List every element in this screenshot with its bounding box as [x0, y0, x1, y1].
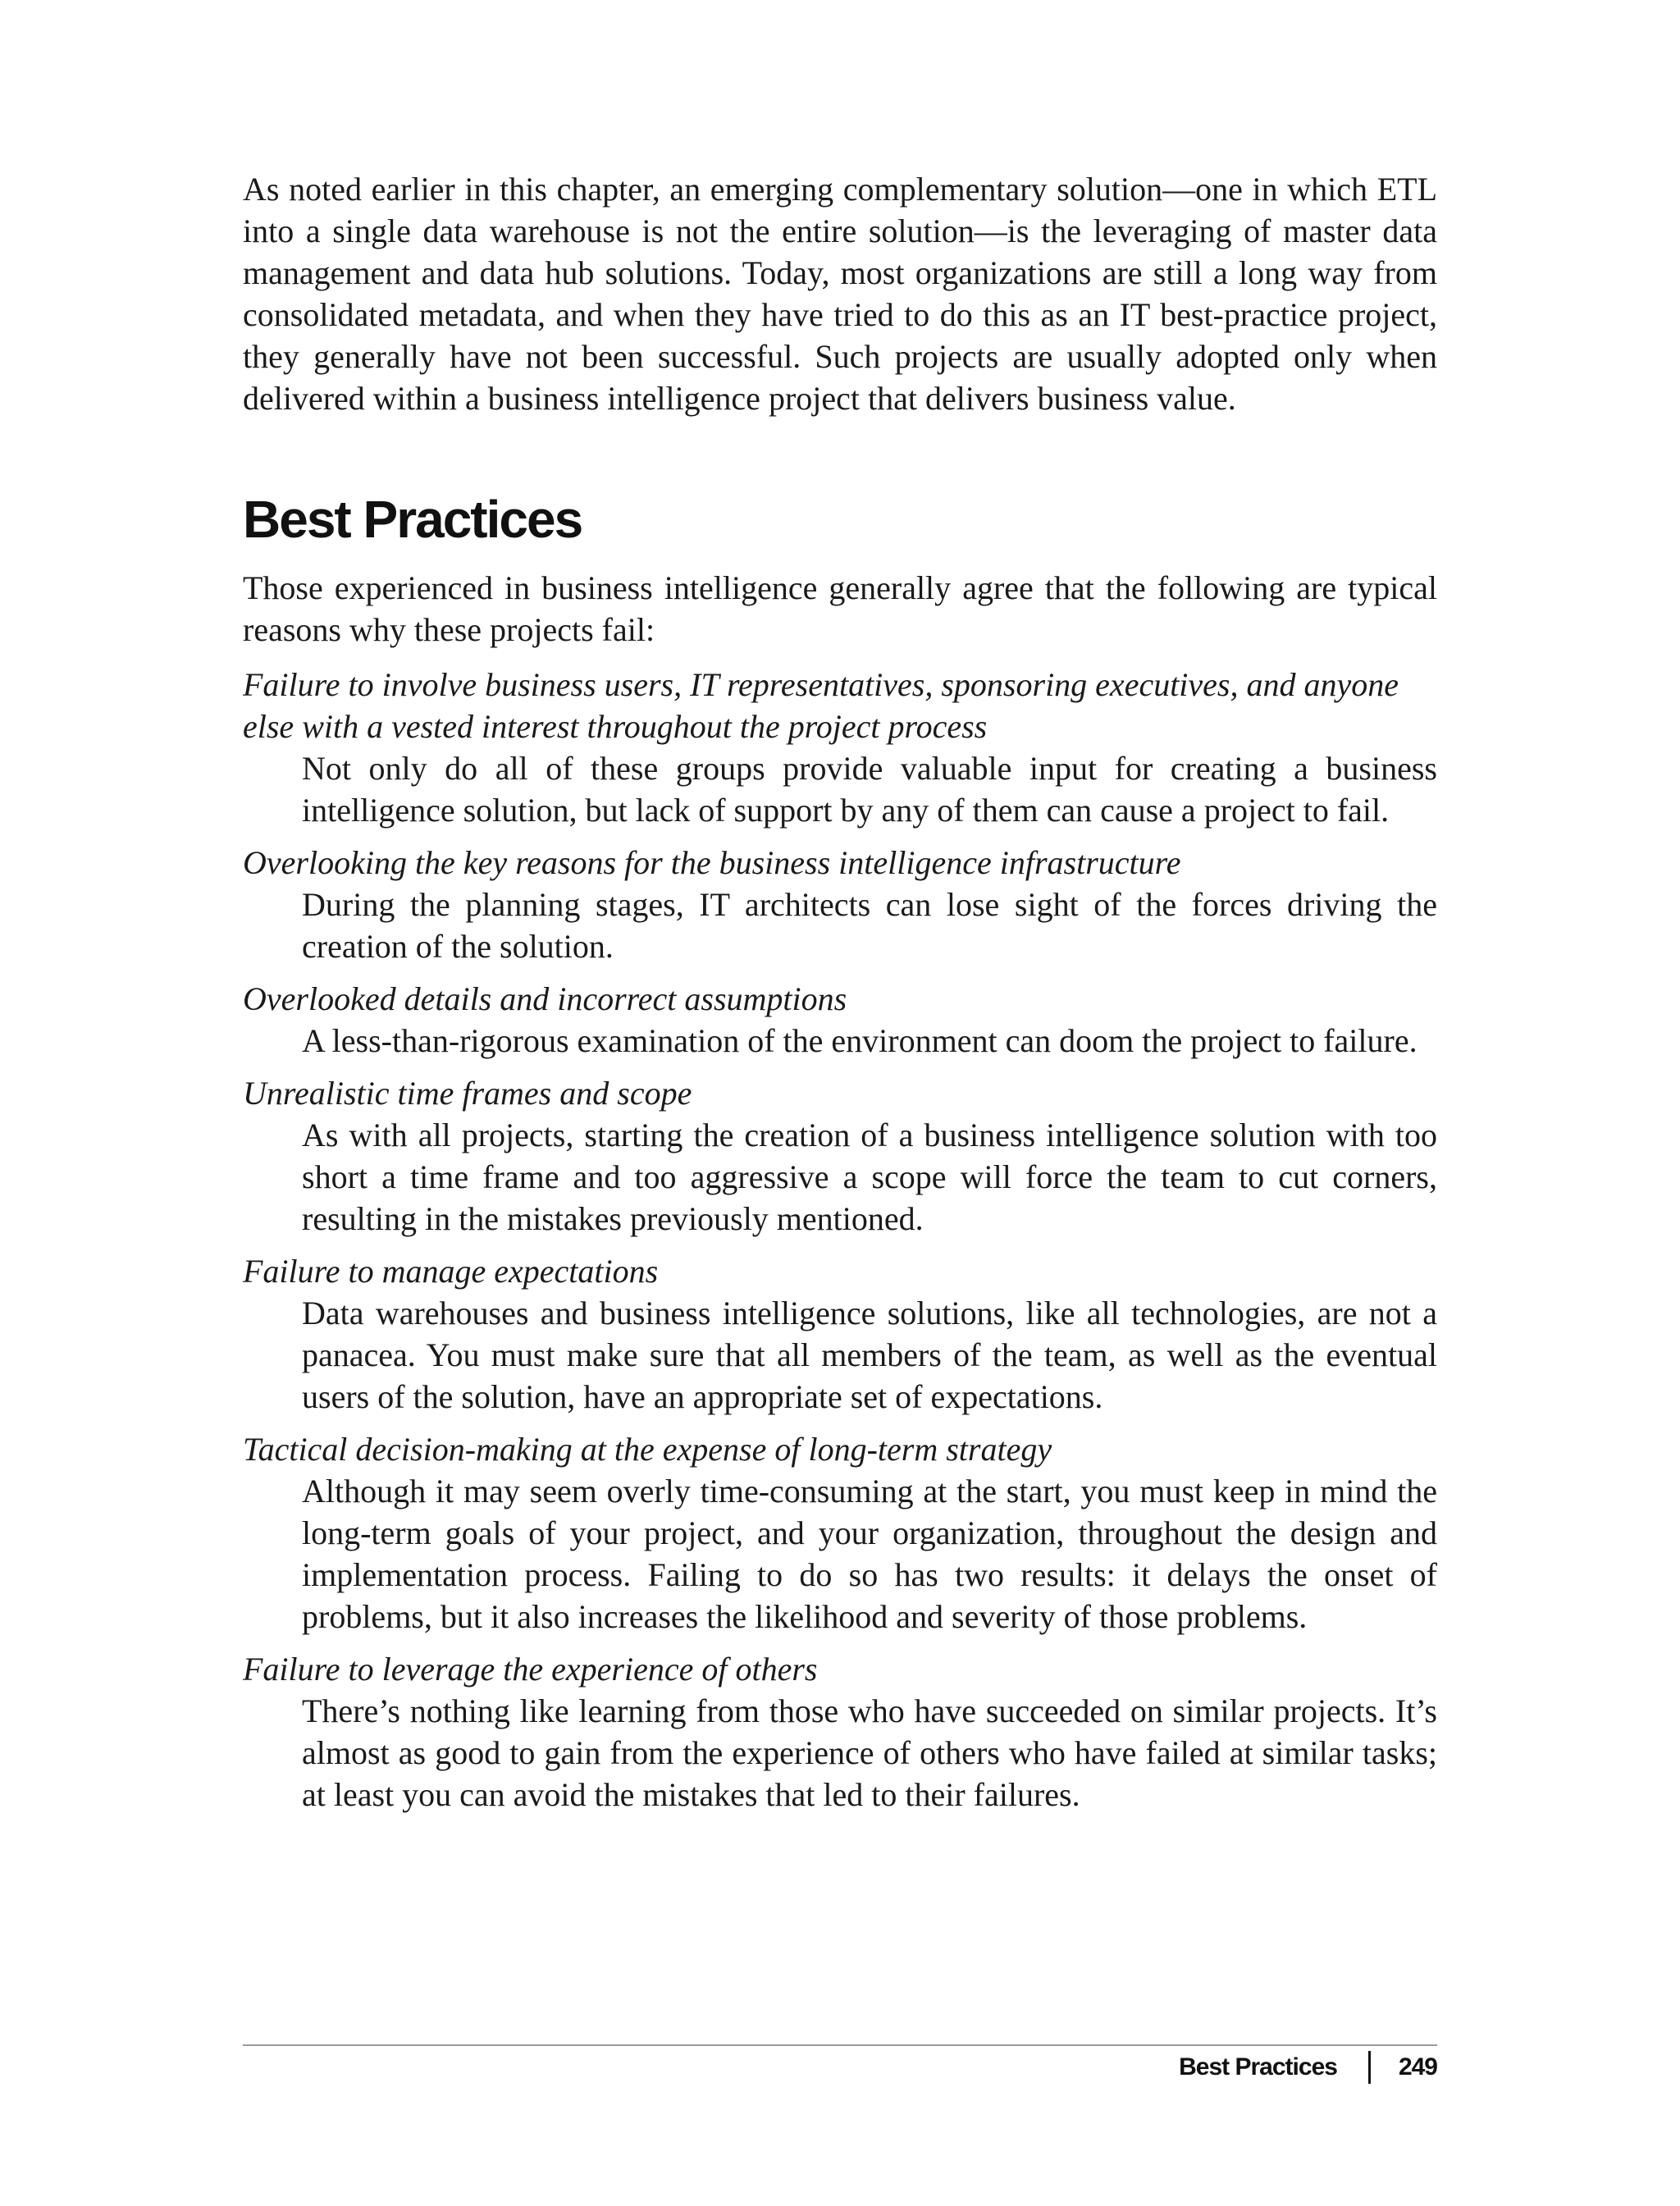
section-lead-paragraph: Those experienced in business intelligence generally agree that the following are typical reasons why these projects fail: — [243, 569, 1437, 648]
list-item — [243, 1648, 1437, 1815]
list-item-description: Data warehouses and business intelligence solutions, like all technologies, are not a panacea. You must make sure that all members of the team, as well as the eventual users of the solution, have an appropriate set of expectations. — [302, 1295, 1437, 1415]
page-content — [243, 168, 1437, 1826]
list-item — [243, 1250, 1437, 1418]
list-item — [243, 842, 1437, 967]
list-item-term: Unrealistic time frames and scope — [243, 1075, 692, 1112]
list-item-description: As with all projects, starting the creation of a business intelligence solution with too short a time frame and too aggressive a scope will force the team to cut corners, resulting in the mistakes previously mentioned. — [302, 1117, 1437, 1237]
footer-section-title: Best Practices — [1179, 2053, 1337, 2080]
failure-reasons-list — [243, 664, 1437, 1815]
list-item-description: A less-than-rigorous examination of the environment can doom the project to failure. — [302, 1022, 1418, 1059]
list-item-term: Overlooked details and incorrect assumptions — [243, 980, 847, 1017]
list-item-description: Not only do all of these groups provide valuable input for creating a business intelligence solution, but lack of support by any of them can cause a project to fail. — [302, 750, 1437, 829]
list-item-description: Although it may seem overly time-consuming at the start, you must keep in mind the long-term goals of your project, and your organization, throughout the design and implementation process. Failing to do so has two results: it delays the onset of problems, but it also increases the likelihood and severity of those problems. — [302, 1473, 1437, 1635]
list-item — [243, 978, 1437, 1062]
list-item-term: Failure to involve business users, IT representatives, sponsoring executives, and anyone else with a vested interest throughout the project process — [243, 666, 1399, 745]
intro-paragraph: As noted earlier in this chapter, an emerging complementary solution—one in which ETL into a single data warehouse is not the entire solution—is the leveraging of master data management and data hub solutions. Today, most organizations are still a long way from consolidated metadata, and when they have tried to do this as an IT best-practice project, they generally have not been successful. Such projects are usually adopted only when delivered within a business intelligence project that delivers business value. — [243, 171, 1437, 417]
footer-divider — [243, 2044, 1437, 2046]
page-number: 249 — [1398, 2053, 1437, 2080]
list-item — [243, 1428, 1437, 1637]
list-item — [243, 1072, 1437, 1240]
list-item-term: Overlooking the key reasons for the business intelligence infrastructure — [243, 844, 1181, 881]
page-footer — [1179, 2051, 1437, 2084]
list-item-term: Tactical decision-making at the expense of long-term strategy — [243, 1431, 1052, 1468]
list-item-description: During the planning stages, IT architects can lose sight of the forces driving the creation of the solution. — [302, 886, 1437, 965]
list-item-term: Failure to leverage the experience of others — [243, 1651, 818, 1688]
section-heading: Best Practices — [243, 490, 582, 549]
list-item — [243, 664, 1437, 831]
list-item-description: There’s nothing like learning from those who have succeeded on similar projects. It’s almost as good to gain from the experience of others who have failed at similar tasks; at least you can avoid the mistakes that led to their failures. — [302, 1692, 1437, 1813]
list-item-term: Failure to manage expectations — [243, 1253, 659, 1290]
footer-separator — [1368, 2051, 1371, 2084]
